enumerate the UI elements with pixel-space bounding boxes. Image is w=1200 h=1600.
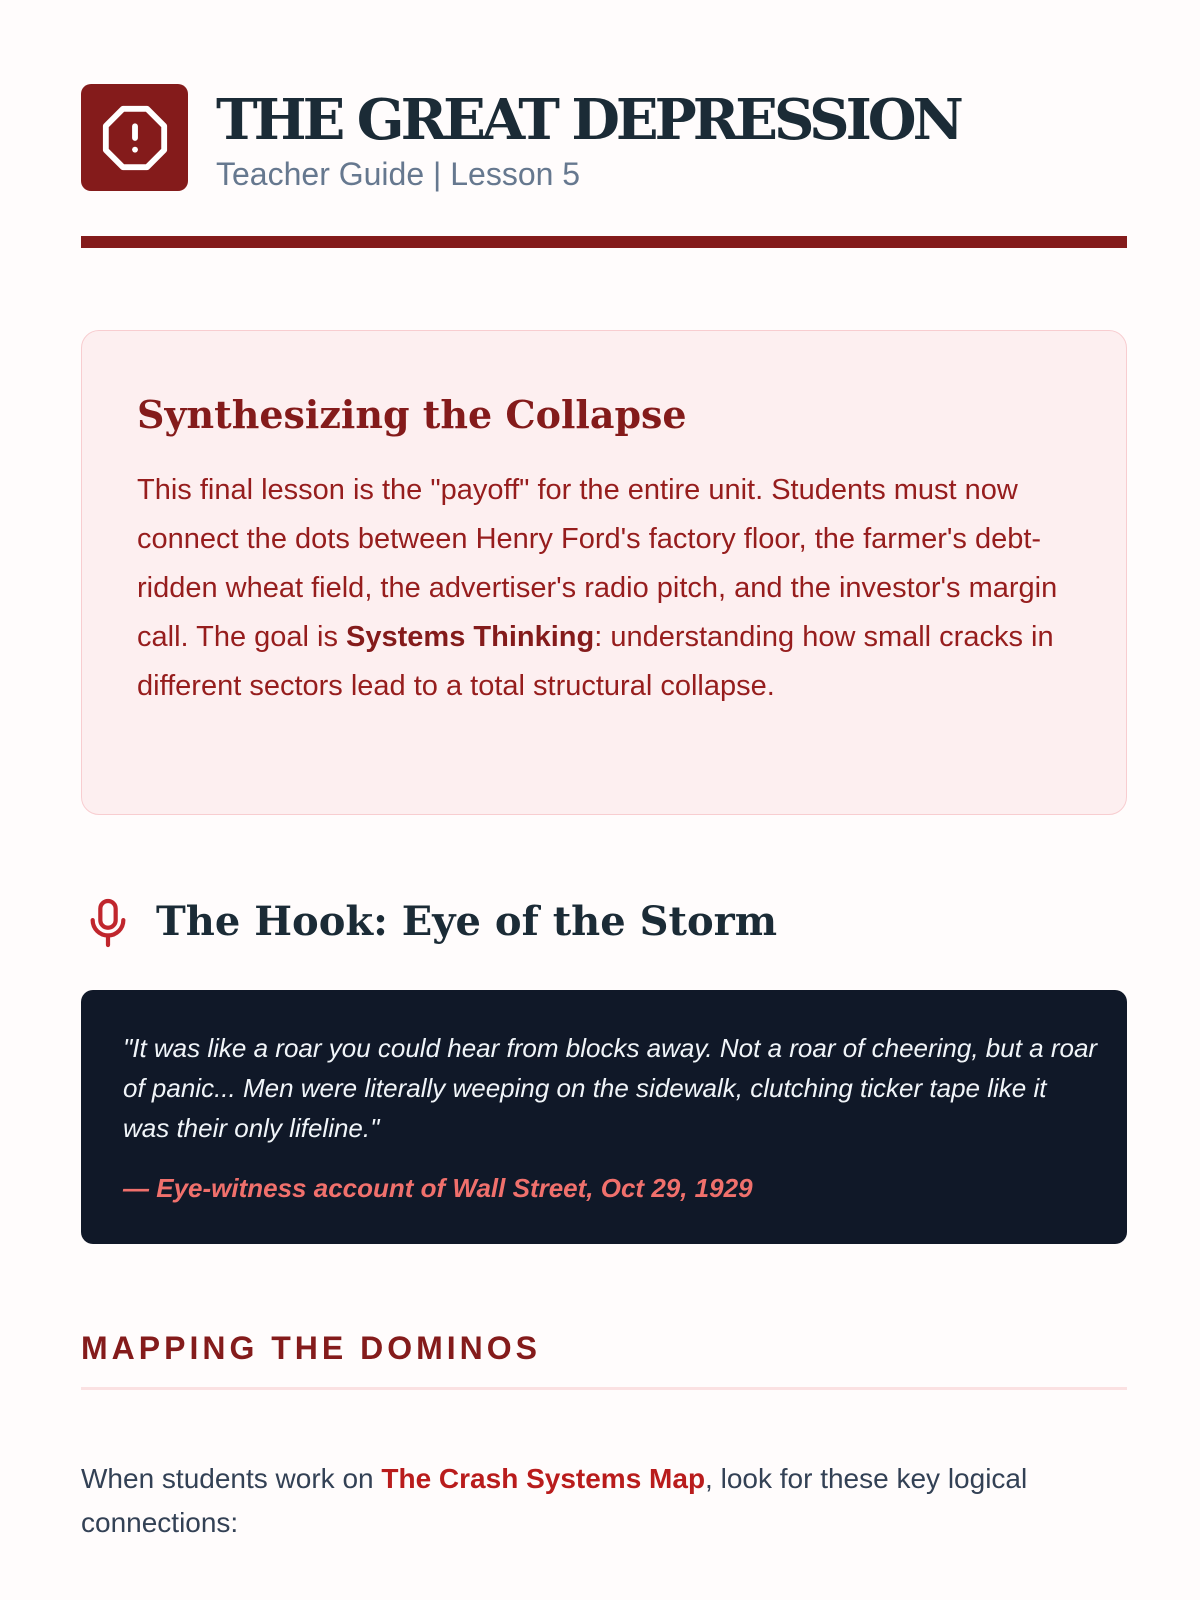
intro-body (137, 466, 1077, 711)
intro-card (81, 330, 1127, 815)
section-heading (81, 1328, 1127, 1368)
section-divider (81, 1387, 1127, 1390)
intro-body-text-1: This final lesson is the "payoff" for the entire unit. Students must now connect the dots between Henry Ford's factory floor, the farmer's debt-ridden wheat field, the advertiser's radio pitch, and the investor's margin call. The goal is (137, 474, 1058, 653)
quote-citation: — Eye-witness account of Wall Street, Oct 29, 1929 (123, 1173, 753, 1203)
page-title: THE GREAT DEPRESSION (216, 87, 960, 153)
hook-title: The Hook: Eye of the Storm (156, 898, 778, 945)
section-paragraph (81, 1457, 1127, 1545)
page-subtitle: Teacher Guide | Lesson 5 (216, 156, 581, 192)
alert-octagon-icon (81, 84, 188, 191)
quote-card (81, 990, 1127, 1244)
hook-heading (81, 890, 1127, 960)
para-text-1: When students work on (81, 1463, 382, 1494)
intro-title: Synthesizing the Collapse (137, 392, 687, 437)
intro-body-text-2: : understanding how small cracks in different sectors lead to a total structural collapse. (137, 621, 1054, 702)
section-title: MAPPING THE DOMINOS (81, 1330, 542, 1366)
intro-body-bold: Systems Thinking (346, 621, 595, 653)
quote-text: "It was like a roar you could hear from blocks away. Not a roar of cheering, but a roar of panic... Men were literally weeping on the sidewalk, clutching ticker tape like it was their only lifeline." (123, 1033, 1098, 1143)
para-text-2: , look for these key logical connections: (81, 1463, 1028, 1538)
microphone-icon (85, 898, 131, 953)
header-divider (81, 236, 1127, 248)
crash-systems-map-link[interactable]: The Crash Systems Map (381, 1463, 706, 1494)
